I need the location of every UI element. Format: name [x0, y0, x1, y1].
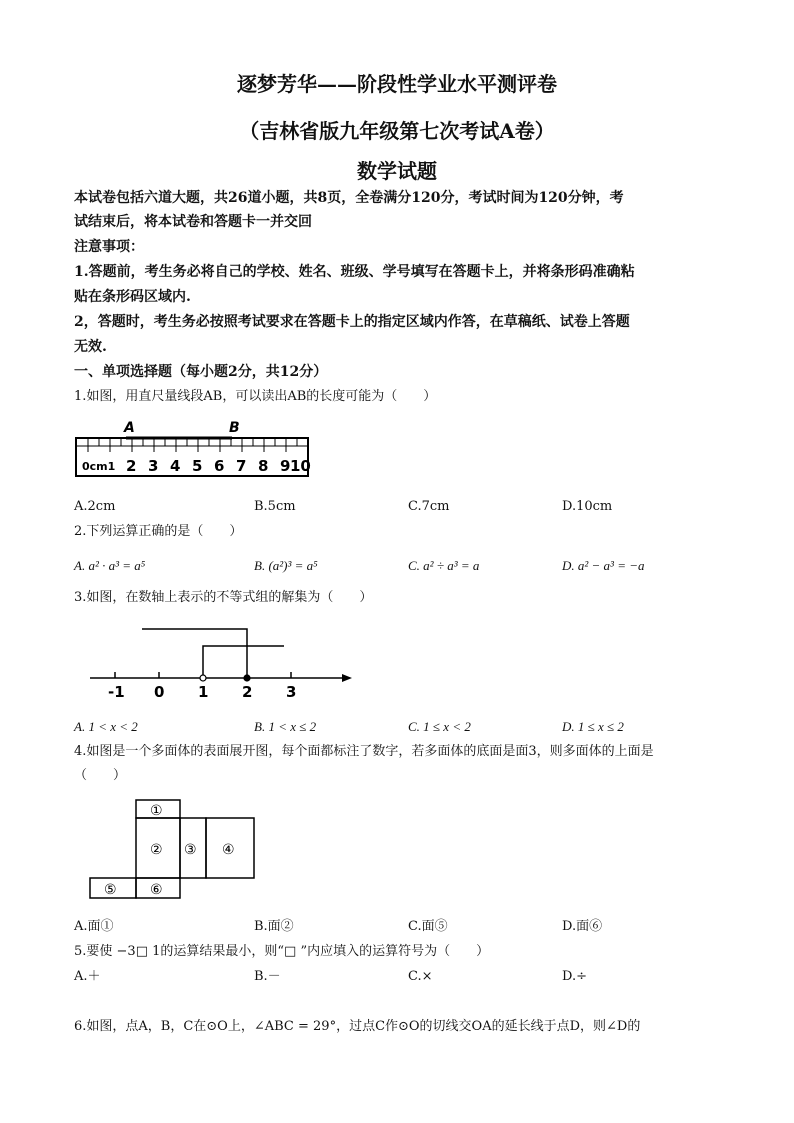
point-a-label: A — [124, 420, 135, 436]
q5-option-b: B.－ — [254, 969, 281, 984]
face-5: ⑤ — [104, 882, 117, 898]
question-5-stem: 5.要使 −3□ 1的运算结果最小，则“□ ”内应填入的运算符号为（ ） — [74, 944, 490, 959]
q4-option-b: B.面② — [254, 919, 294, 934]
ruler-label-2: 2 — [126, 457, 137, 475]
point-b-label: B — [229, 420, 240, 436]
face-1: ① — [150, 803, 163, 819]
notice-title: 注意事项： — [74, 239, 144, 255]
q3-option-a: A. 1 < x < 2 — [74, 719, 138, 734]
q1-option-d: D.10cm — [562, 499, 613, 514]
ruler-label-3: 3 — [148, 457, 159, 475]
q2-option-b: B. (a²)³ = a⁵ — [254, 558, 318, 573]
q4-option-a: A.面① — [74, 919, 114, 934]
question-3-stem: 3.如图，在数轴上表示的不等式组的解集为（ ） — [74, 590, 373, 605]
ruler-label-7: 7 — [236, 457, 247, 475]
ruler-label-0: 0cm1 — [82, 460, 116, 473]
question-6-stem: 6.如图，点A，B，C在⊙O上，∠ABC = 29°，过点C作⊙O的切线交OA的延长线于点D，则∠D的 — [74, 1019, 641, 1034]
notice-1a: 1.答题前，考生务必将自己的学校、姓名、班级、学号填写在答题卡上，并将条形码准确粘 — [74, 264, 635, 280]
exam-title: 逐梦芳华——阶段性学业水平测评卷 — [237, 72, 557, 96]
notice-1b: 贴在条形码区域内. — [74, 289, 191, 305]
ruler-label-10: 10 — [290, 457, 311, 475]
question-2-stem: 2.下列运算正确的是（ ） — [74, 524, 243, 539]
q2-option-d: D. a² − a³ = −a — [562, 558, 645, 573]
q4-option-d: D.面⑥ — [562, 919, 603, 934]
ruler-label-6: 6 — [214, 457, 225, 475]
number-line-figure — [74, 620, 364, 710]
q5-option-d: D.÷ — [562, 969, 587, 984]
ruler-label-9: 9 — [280, 457, 291, 475]
axis-label-minus1: -1 — [108, 683, 125, 701]
q3-option-d: D. 1 ≤ x ≤ 2 — [562, 719, 624, 734]
face-2: ② — [150, 842, 163, 858]
q1-option-c: C.7cm — [408, 499, 450, 514]
intro-line-2: 试结束后，将本试卷和答题卡一并交回 — [74, 214, 312, 230]
face-4: ④ — [222, 842, 235, 858]
q3-option-c: C. 1 ≤ x < 2 — [408, 719, 471, 734]
q5-option-a: A.＋ — [74, 969, 101, 984]
question-4-stem: 4.如图是一个多面体的表面展开图，每个面都标注了数字，若多面体的底面是面3，则多面体的上面是 — [74, 744, 654, 759]
question-1-stem: 1.如图，用直尺量线段AB，可以读出AB的长度可能为（ ） — [74, 389, 437, 404]
axis-label-3: 3 — [286, 683, 297, 701]
face-3: ③ — [184, 842, 197, 858]
exam-subtitle: （吉林省版九年级第七次考试A卷） — [239, 119, 555, 143]
net-figure — [74, 796, 264, 906]
axis-label-2: 2 — [242, 683, 253, 701]
ruler-label-4: 4 — [170, 457, 181, 475]
intro-line-1: 本试卷包括六道大题，共26道小题，共8页，全卷满分120分，考试时间为120分钟，考 — [74, 190, 624, 206]
q2-option-a: A. a² · a³ = a⁵ — [74, 558, 146, 573]
q2-option-c: C. a² ÷ a³ = a — [408, 558, 480, 573]
axis-label-0: 0 — [154, 683, 165, 701]
q1-option-a: A.2cm — [74, 499, 116, 514]
axis-label-1: 1 — [198, 683, 209, 701]
q1-option-b: B.5cm — [254, 499, 296, 514]
section-title: 一、单项选择题（每小题2分，共12分） — [74, 364, 328, 380]
q3-option-b: B. 1 < x ≤ 2 — [254, 719, 317, 734]
ruler-label-5: 5 — [192, 457, 203, 475]
notice-2a: 2，答题时，考生务必按照考试要求在答题卡上的指定区域内作答，在草稿纸、试卷上答题 — [74, 314, 630, 330]
question-4-stem-cont: （ ） — [74, 768, 127, 783]
subject-title: 数学试题 — [357, 159, 437, 183]
notice-2b: 无效. — [74, 339, 107, 355]
face-6: ⑥ — [150, 882, 163, 898]
q5-option-c: C.× — [408, 969, 433, 984]
ruler-figure — [74, 418, 314, 482]
q4-option-c: C.面⑤ — [408, 919, 448, 934]
ruler-label-8: 8 — [258, 457, 269, 475]
